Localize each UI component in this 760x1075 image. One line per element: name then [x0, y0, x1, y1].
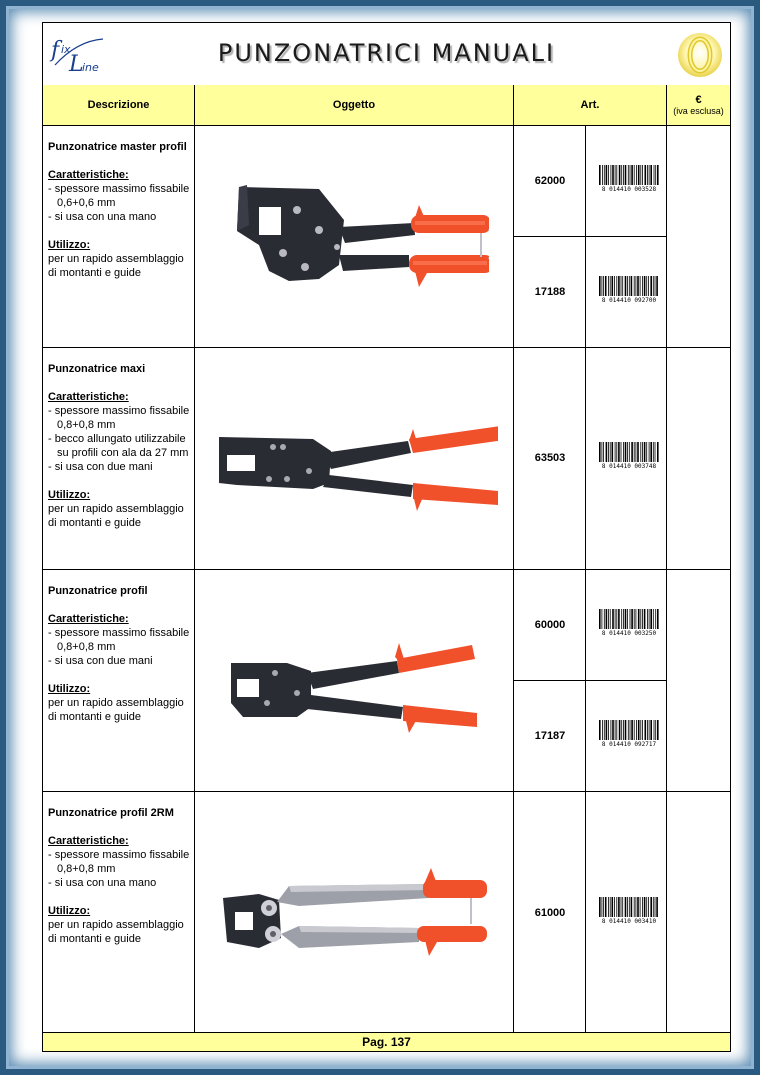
features-label: Caratteristiche: [48, 391, 129, 403]
column-header-object: Oggetto [195, 85, 514, 125]
barcode-number: 8 014410 003528 [601, 186, 657, 192]
barcode [595, 719, 663, 747]
feature-item: - si usa con una mano [48, 211, 157, 223]
sub-row-divider [514, 236, 667, 237]
barcode-number: 8 014410 092717 [601, 741, 657, 747]
product-name: Punzonatrice profil [48, 585, 148, 597]
column-header-price [667, 85, 730, 125]
grid-line [666, 125, 667, 1033]
use-text: per un rapido assemblaggio di montanti e guide [48, 253, 184, 279]
article-code: 63503 [534, 452, 566, 464]
product-description [48, 806, 194, 946]
barcode [595, 608, 663, 636]
page-number: Pag. 137 [362, 1035, 411, 1049]
euro-symbol: € [695, 94, 702, 106]
barcode [595, 896, 663, 924]
article-code: 62000 [534, 175, 566, 187]
use-text: per un rapido assemblaggio di montanti e guide [48, 503, 184, 529]
barcode [595, 275, 663, 303]
use-text: per un rapido assemblaggio di montanti e guide [48, 919, 184, 945]
page-footer [43, 1032, 730, 1051]
product-description [48, 362, 194, 530]
product-photo-master-profil [219, 175, 489, 295]
article-code: 17188 [534, 286, 566, 298]
barcode-number: 8 014410 003250 [601, 630, 657, 636]
row-divider [43, 347, 730, 348]
barcode-number: 8 014410 003748 [601, 463, 657, 469]
product-description [48, 140, 194, 280]
product-name: Punzonatrice maxi [48, 363, 146, 375]
article-code: 60000 [534, 619, 566, 631]
feature-item: - spessore massimo fissabile 0,8+0,8 mm [48, 405, 190, 431]
svg-text:L: L [69, 52, 84, 77]
table-header-row [43, 85, 730, 126]
page-frame [6, 6, 754, 1069]
product-name: Punzonatrice master profil [48, 141, 187, 153]
use-label: Utilizzo: [48, 489, 91, 501]
features-label: Caratteristiche: [48, 613, 129, 625]
barcode [595, 164, 663, 192]
product-photo-profil [227, 633, 487, 733]
feature-item: - si usa con una mano [48, 877, 157, 889]
grid-line [585, 125, 586, 1033]
row-divider [43, 791, 730, 792]
page-title: PUNZONATRICI MANUALI [217, 39, 556, 67]
feature-item: - si usa con due mani [48, 461, 153, 473]
column-header-art: Art. [514, 85, 667, 125]
feature-item: - si usa con due mani [48, 655, 153, 667]
price-note: (iva esclusa) [673, 106, 724, 116]
feature-item: - becco allungato utilizzabile su profili con ala da 27 mm [48, 433, 189, 459]
barcode-number: 8 014410 092700 [601, 297, 657, 303]
feature-item: - spessore massimo fissabile 0,8+0,8 mm [48, 627, 190, 653]
column-header-description: Descrizione [43, 85, 195, 125]
feature-item: - spessore massimo fissabile 0,6+0,6 mm [48, 183, 190, 209]
use-label: Utilizzo: [48, 239, 91, 251]
feature-item: - spessore massimo fissabile 0,8+0,8 mm [48, 849, 190, 875]
use-label: Utilizzo: [48, 905, 91, 917]
sub-row-divider [514, 680, 667, 681]
grid-line [513, 125, 514, 1033]
product-photo-maxi [213, 411, 498, 511]
page-header [43, 23, 730, 86]
barcode-number: 8 014410 003410 [601, 918, 657, 924]
svg-text:ine: ine [82, 61, 99, 74]
article-code: 17187 [534, 730, 566, 742]
brand-badge-icon [676, 31, 724, 79]
features-label: Caratteristiche: [48, 835, 129, 847]
barcode [595, 441, 663, 469]
use-text: per un rapido assemblaggio di montanti e guide [48, 697, 184, 723]
grid-line [194, 125, 195, 1033]
product-description [48, 584, 194, 724]
row-divider [43, 569, 730, 570]
use-label: Utilizzo: [48, 683, 91, 695]
features-label: Caratteristiche: [48, 169, 129, 181]
product-photo-profil-2rm [219, 868, 489, 958]
catalog-sheet [42, 22, 731, 1052]
article-code: 61000 [534, 907, 566, 919]
svg-text:ix: ix [61, 43, 71, 56]
svg-text:f: f [51, 38, 60, 63]
product-name: Punzonatrice profil 2RM [48, 807, 174, 819]
